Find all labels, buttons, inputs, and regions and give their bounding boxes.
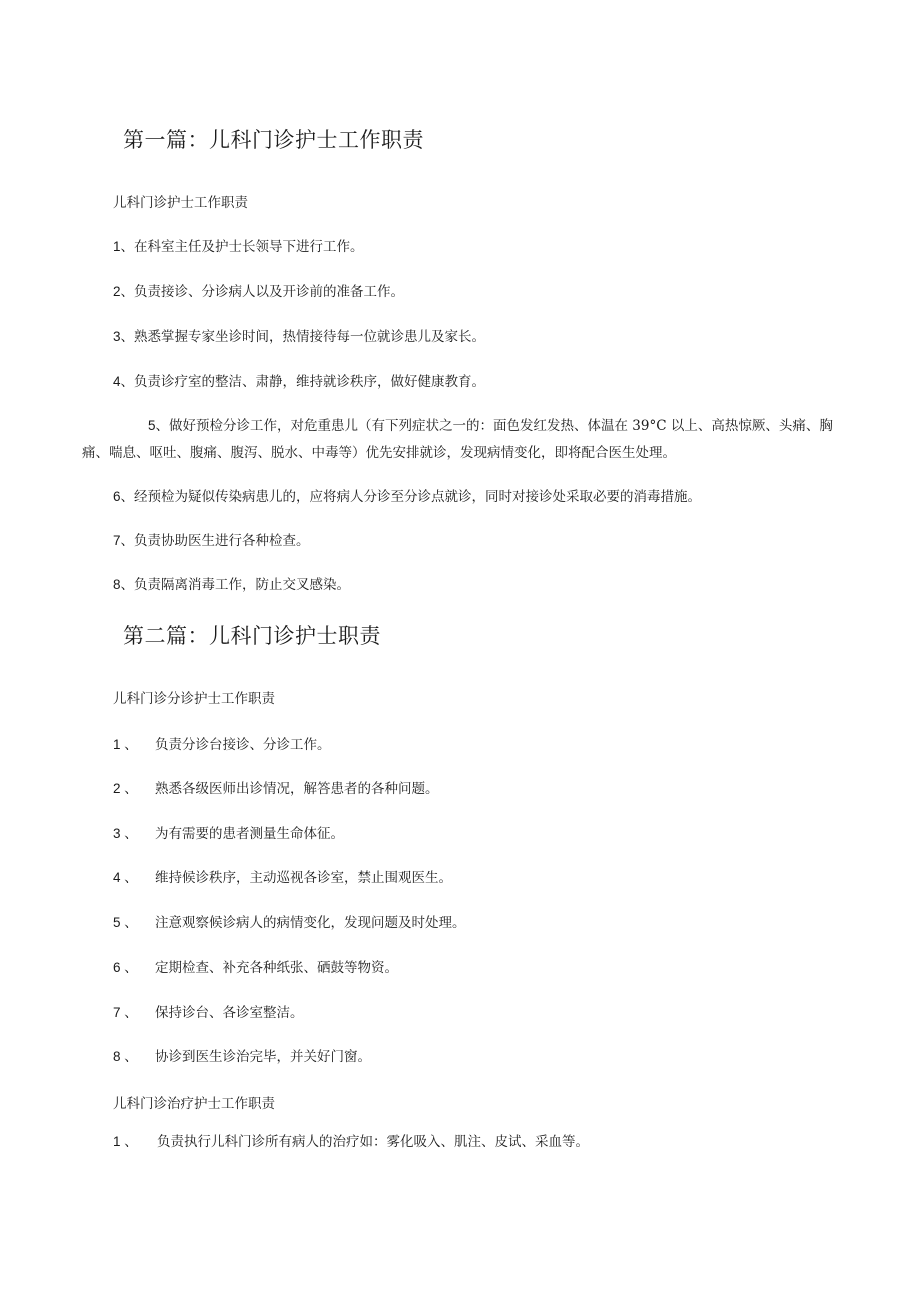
item-number: 5 、 xyxy=(113,915,138,930)
section2-item-6 xyxy=(113,956,398,976)
section1-item-8 xyxy=(113,573,350,593)
item-number: 2 xyxy=(113,284,121,299)
item-number: 7 xyxy=(113,533,121,548)
item-text: 负责分诊台接诊、分诊工作。 xyxy=(155,737,331,753)
item-text: 为有需要的患者测量生命体征。 xyxy=(155,826,344,842)
item-text: 定期检查、补充各种纸张、硒鼓等物资。 xyxy=(155,960,398,976)
item-text: 保持诊台、各诊室整洁。 xyxy=(155,1005,304,1021)
item-number: 1 xyxy=(113,239,121,254)
section1-subtitle: 儿科门诊护士工作职责 xyxy=(113,195,248,211)
item-text: 、经预检为疑似传染病患儿的，应将病人分诊至分诊点就诊，同时对接诊处采取必要的消毒措施。 xyxy=(120,489,702,505)
section1-item-6 xyxy=(113,485,701,505)
section2-subtitle-2: 儿科门诊治疗护士工作职责 xyxy=(113,1096,275,1112)
section1-item-3 xyxy=(113,325,485,345)
section1-item-4 xyxy=(113,370,485,390)
section1-heading: 第一篇：儿科门诊护士工作职责 xyxy=(123,128,424,152)
item-number: 4 xyxy=(113,374,121,389)
item-text: 、负责隔离消毒工作，防止交叉感染。 xyxy=(120,577,351,593)
item-text: 注意观察候诊病人的病情变化，发现问题及时处理。 xyxy=(155,915,466,931)
item-number: 5 xyxy=(148,418,156,433)
item-number: 3 、 xyxy=(113,826,138,841)
item-number: 6 、 xyxy=(113,960,138,975)
item-text: 负责执行儿科门诊所有病人的治疗如：雾化吸入、肌注、皮试、采血等。 xyxy=(157,1134,589,1150)
section2-treatment-item-1 xyxy=(113,1130,589,1150)
section2-heading: 第二篇：儿科门诊护士职责 xyxy=(123,624,381,648)
section2-item-3 xyxy=(113,822,344,842)
item-number: 1 、 xyxy=(113,1134,138,1149)
item-number: 8 、 xyxy=(113,1049,138,1064)
section2-subtitle: 儿科门诊分诊护士工作职责 xyxy=(113,691,275,707)
item-number: 7 、 xyxy=(113,1005,138,1020)
section1-item-2 xyxy=(113,280,404,300)
item-text: 熟悉各级医师出诊情况，解答患者的各种问题。 xyxy=(155,781,439,797)
item-number: 8 xyxy=(113,577,121,592)
item-number: 3 xyxy=(113,329,121,344)
section1-item-7 xyxy=(113,529,310,549)
item-number: 2 、 xyxy=(113,781,138,796)
section1-item-1 xyxy=(113,235,364,255)
section2-item-8 xyxy=(113,1045,371,1065)
section2-item-7 xyxy=(113,1001,304,1021)
item-text: 、负责诊疗室的整洁、肃静，维持就诊秩序，做好健康教育。 xyxy=(120,374,486,390)
section2-item-5 xyxy=(113,911,466,931)
item-text: 协诊到医生诊治完毕，并关好门窗。 xyxy=(155,1049,371,1065)
section1-item-5 xyxy=(82,412,842,467)
section2-item-1 xyxy=(113,733,331,753)
item-text: 、负责协助医生进行各种检查。 xyxy=(120,533,310,549)
item-text: 、在科室主任及护士长领导下进行工作。 xyxy=(120,239,364,255)
item-text: 、熟悉掌握专家坐诊时间，热情接待每一位就诊患儿及家长。 xyxy=(120,329,486,345)
section2-item-4 xyxy=(113,866,452,886)
item-number: 4 、 xyxy=(113,870,138,885)
item-text: 维持候诊秩序，主动巡视各诊室，禁止围观医生。 xyxy=(155,870,452,886)
item-text: 、负责接诊、分诊病人以及开诊前的准备工作。 xyxy=(120,284,405,300)
section2-item-2 xyxy=(113,777,439,797)
item-number: 1 、 xyxy=(113,737,138,752)
item-text: 、做好预检分诊工作，对危重患儿（有下列症状之一的：面色发红发热、体温在 39°C 以上、高热惊厥、头痛、胸痛、喘息、呕吐、腹痛、腹泻、脱水、中毒等）优先安排就诊，发现病情变化，即将配合医生处理。 xyxy=(82,418,833,461)
item-number: 6 xyxy=(113,489,121,504)
